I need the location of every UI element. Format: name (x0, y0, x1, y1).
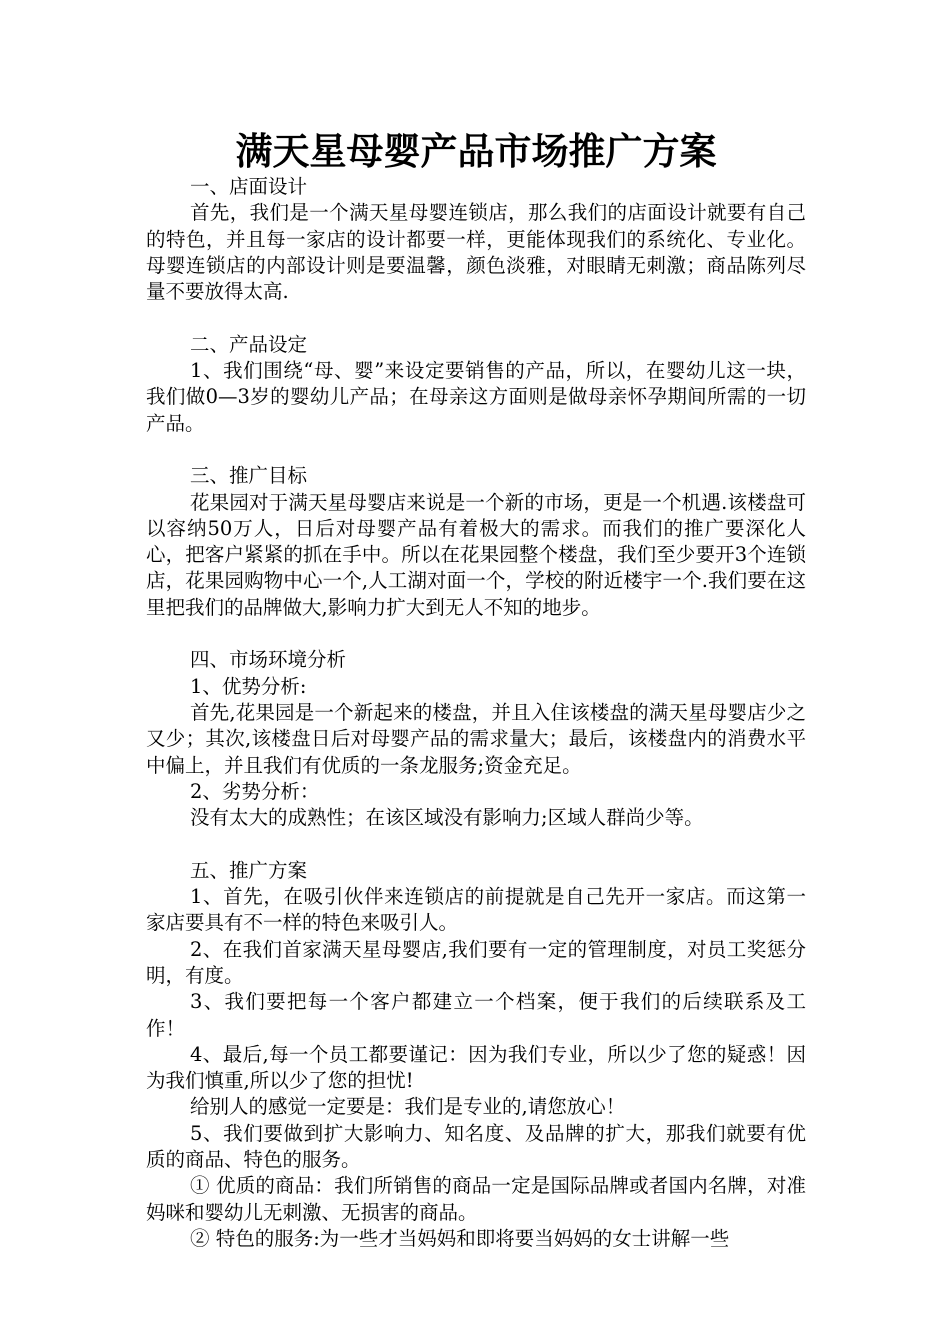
blank-line (146, 437, 806, 463)
document-page (146, 128, 806, 1252)
section-heading: 一、店面设计 (190, 175, 308, 198)
blank-line (146, 621, 806, 647)
paragraph: 5、我们要做到扩大影响力、知名度、及品牌的扩大，那我们就要有优质的商品、特色的服务。 (146, 1121, 806, 1171)
section-heading: 五、推广方案 (190, 858, 308, 882)
section-promotion-plan (146, 858, 806, 1252)
section-storefront-design (146, 174, 806, 305)
section-heading: 四、市场环境分析 (190, 648, 347, 672)
paragraph: 没有太大的成熟性；在该区域没有影响力;区域人群尚少等。 (190, 806, 704, 830)
paragraph: 2、在我们首家满天星母婴店,我们要有一定的管理制度，对员工奖惩分明，有度。 (146, 937, 806, 987)
subheading: 2、劣势分析： (190, 779, 320, 803)
paragraph: 首先,花果园是一个新起来的楼盘，并且入住该楼盘的满天星母婴店少之又少；其次,该楼盘日后对母婴产品的需求量大；最后，该楼盘内的消费水平中偏上，并且我们有优质的一条龙服务;资金充足。 (146, 700, 806, 777)
paragraph: 4、最后,每一个员工都要谨记：因为我们专业，所以少了您的疑惑！因为我们慎重,所以少了您的担忧! (146, 1042, 806, 1093)
paragraph: ① 优质的商品：我们所销售的商品一定是国际品牌或者国内名牌，对准妈咪和婴幼儿无刺激、无损害的商品。 (146, 1174, 806, 1224)
paragraph: 首先，我们是一个满天星母婴连锁店，那么我们的店面设计就要有自己的特色，并且每一家店的设计都要一样，更能体现我们的系统化、专业化。母婴连锁店的内部设计则是要温馨，颜色淡雅，对眼睛无刺激；商品陈列尽量不要放得太高. (146, 201, 806, 304)
paragraph: 1、我们围绕“母、婴”来设定要销售的产品，所以，在婴幼儿这一块，我们做0—3岁的婴幼儿产品；在母亲这方面则是做母亲怀孕期间所需的一切产品。 (146, 359, 806, 435)
section-heading: 三、推广目标 (190, 464, 308, 488)
paragraph: 3、我们要把每一个客户都建立一个档案，便于我们的后续联系及工作！ (146, 990, 806, 1040)
subheading: 1、优势分析: (190, 674, 307, 698)
section-market-analysis (146, 647, 806, 831)
paragraph: 给别人的感觉一定要是：我们是专业的,请您放心！ (190, 1095, 626, 1119)
paragraph: 花果园对于满天星母婴店来说是一个新的市场，更是一个机遇.该楼盘可以容纳50万人，日后对母婴产品有着极大的需求。而我们的推广要深化人心，把客户紧紧的抓在手中。所以在花果园整个楼盘，我们至少要开3个连锁店，花果园购物中心一个,人工湖对面一个，学校的附近楼宇一个.我们要在这里把我们的品牌做大,影响力扩大到无人不知的地步。 (146, 490, 806, 619)
section-heading: 二、产品设定 (190, 332, 308, 356)
document-title: 满天星母婴产品市场推广方案 (235, 129, 717, 173)
blank-line (146, 305, 806, 331)
paragraph: 1、首先，在吸引伙伴来连锁店的前提就是自己先开一家店。而这第一家店要具有不一样的特色来吸引人。 (146, 885, 806, 935)
section-product-setting (146, 332, 806, 437)
section-promotion-goal (146, 463, 806, 621)
blank-line (146, 831, 806, 857)
paragraph: ② 特色的服务:为一些才当妈妈和即将要当妈妈的女士讲解一些 (190, 1226, 730, 1250)
